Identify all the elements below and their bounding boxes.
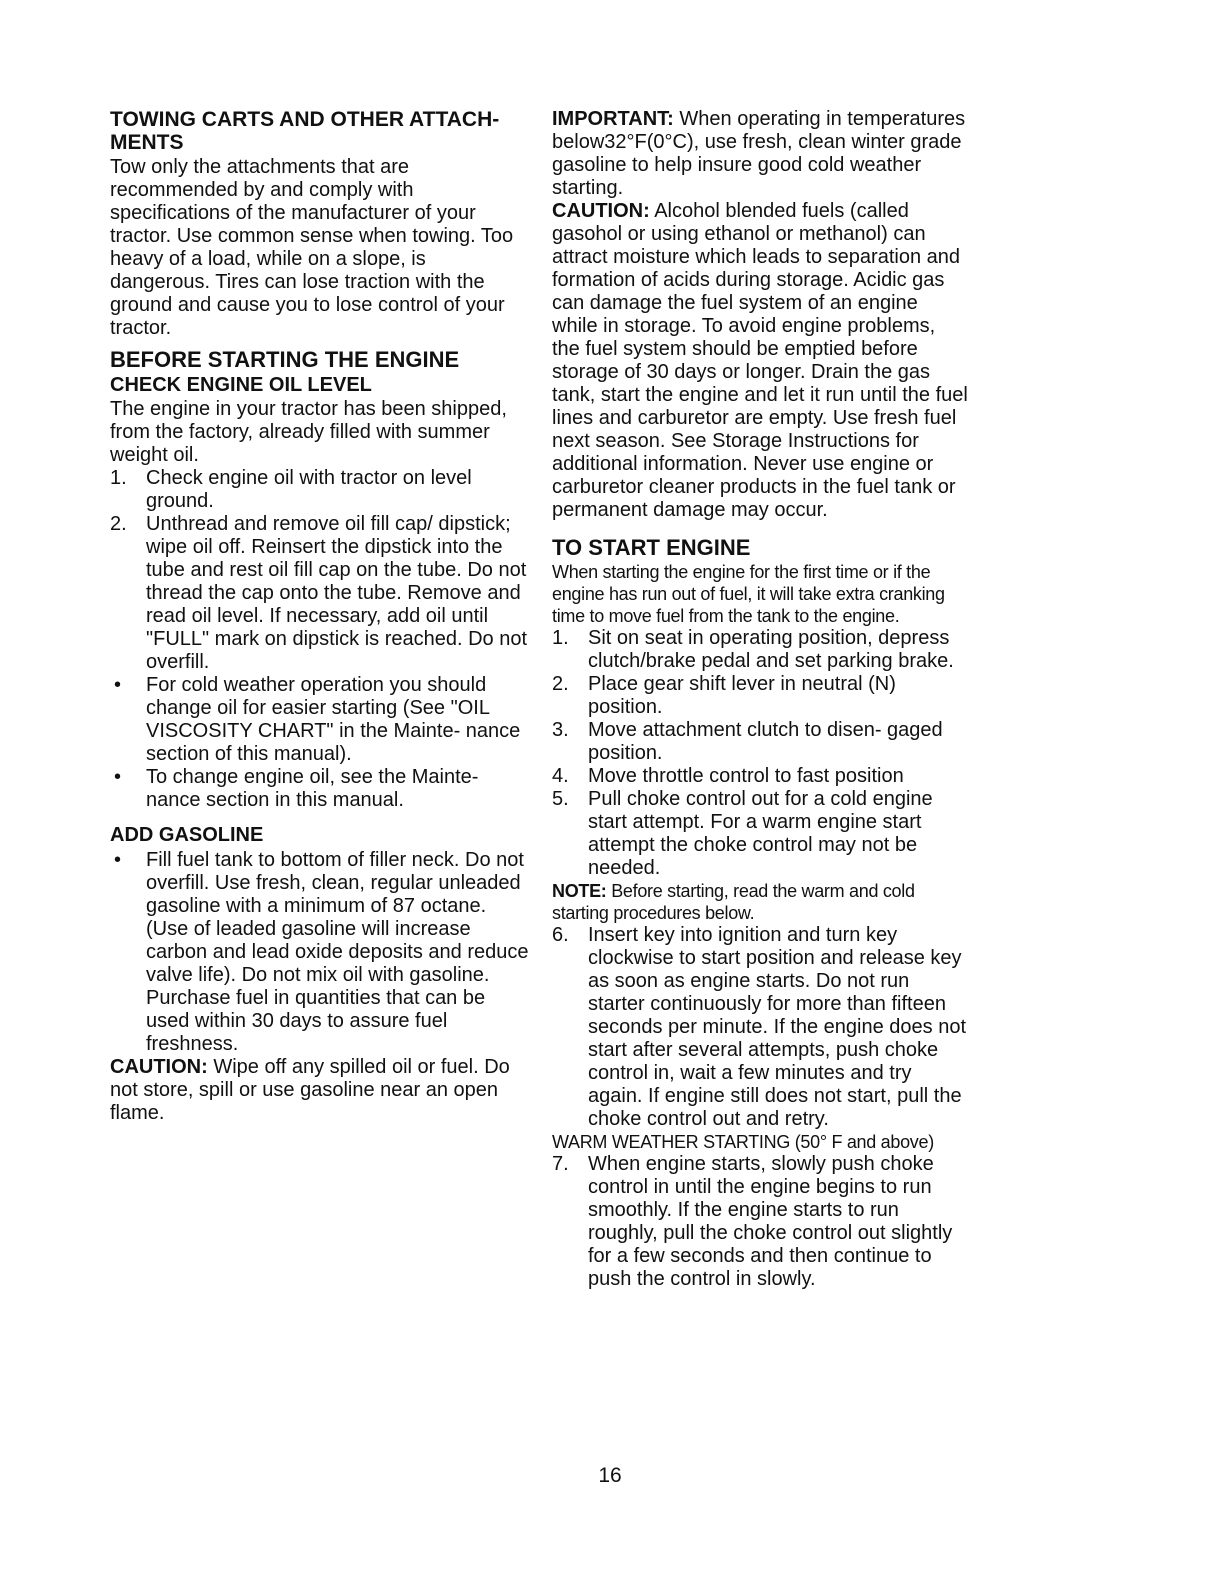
- oil-bullet-1: [110, 674, 530, 766]
- oil-step-1-text: Check engine oil with tractor on level ground.: [146, 467, 472, 512]
- start-step-5: [552, 788, 968, 880]
- oil-step-2: [110, 513, 530, 674]
- important-label: IMPORTANT:: [552, 108, 674, 130]
- important-note: [552, 108, 968, 200]
- start-step-3: [552, 719, 968, 765]
- start-step-7: [552, 1153, 968, 1291]
- bullet-icon: •: [114, 849, 122, 871]
- start-step-2-text: Place gear shift lever in neutral (N) position.: [588, 673, 896, 718]
- start-step-7-text: When engine starts, slowly push choke control in until the engine begins to run smoothly. If the engine starts to run roughly, pull the choke control out slightly for a few seconds and then continue to push the control in slowly.: [588, 1153, 953, 1290]
- important-text: When operating in temperatures below32°F(0°C), use fresh, clean winter grade gasoline to help insure good cold weather starting.: [552, 108, 966, 199]
- page-number: 16: [598, 1464, 622, 1487]
- start-step-1-number: 1.: [552, 627, 569, 649]
- start-step-2: [552, 673, 968, 719]
- add-gasoline-text: Fill fuel tank to bottom of filler neck. Do not overfill. Use fresh, clean, regular unleaded gasoline with a minimum of 87 octane. (Use of leaded gasoline will increase carbon and lead oxide deposits and reduce valve life). Do not mix oil with gasoline. Purchase fuel in quantities that can be used within 30 days to assure fuel freshness.: [146, 849, 529, 1055]
- start-step-4: [552, 765, 968, 788]
- start-step-6-number: 6.: [552, 924, 569, 946]
- oil-step-1: [110, 467, 530, 513]
- left-caution-text: Wipe off any spilled oil or fuel. Do not store, spill or use gasoline near an open flame.: [110, 1056, 510, 1124]
- start-step-4-text: Move throttle control to fast position: [588, 765, 904, 787]
- start-step-2-number: 2.: [552, 673, 569, 695]
- left-caution: [110, 1056, 530, 1125]
- start-step-1: [552, 627, 968, 673]
- start-step-6-text: Insert key into ignition and turn key clockwise to start position and release key as soon as engine starts. Do not run starter continuously for more than fifteen seconds per minute. If the engine does not start after several attempts, push choke control in, wait a few minutes and try again. If engine still does not start, pull the choke control out and retry.: [588, 924, 967, 1130]
- start-step-4-number: 4.: [552, 765, 569, 787]
- bullet-icon: •: [114, 674, 122, 696]
- oil-step-2-number: 2.: [110, 513, 127, 535]
- towing-heading: TOWING CARTS AND OTHER ATTACH- MENTS: [110, 108, 500, 154]
- start-intro: When starting the engine for the first time or if the engine has run out of fuel, it will take extra cranking time to move fuel from the tank to the engine.: [552, 562, 945, 626]
- bullet-icon: •: [114, 766, 122, 788]
- start-step-1-text: Sit on seat in operating position, depress clutch/brake pedal and set parking brake.: [588, 627, 954, 672]
- start-step-5-text: Pull choke control out for a cold engine start attempt. For a warm engine start attempt the choke control may not be needed.: [588, 788, 933, 879]
- oil-step-2-text: Unthread and remove oil fill cap/ dipstick; wipe oil off. Reinsert the dipstick into the tube and rest oil fill cap on the tube. Do not thread the cap onto the tube. Remove and read oil level. If necessary, add oil until "FULL" mark on dipstick is reached. Do not overfill.: [146, 513, 528, 673]
- to-start-engine-heading: TO START ENGINE: [552, 535, 751, 560]
- check-oil-body: The engine in your tractor has been shipped, from the factory, already filled with summer weight oil.: [110, 398, 507, 466]
- start-step-7-number: 7.: [552, 1153, 569, 1175]
- oil-bullet-1-text: For cold weather operation you should change oil for easier starting (See "OIL VISCOSITY CHART" in the Mainte- nance section of this manual).: [146, 674, 521, 765]
- right-caution-label: CAUTION:: [552, 200, 650, 222]
- oil-bullet-2: [110, 766, 530, 812]
- left-column: [110, 108, 530, 1125]
- start-step-3-text: Move attachment clutch to disen- gaged position.: [588, 719, 943, 764]
- add-gasoline-bullet: [110, 849, 530, 1056]
- right-column: [552, 108, 968, 1291]
- towing-body: Tow only the attachments that are recommended by and comply with specifications of the manufacturer of your tractor. Use common sense when towing. Too heavy of a load, while on a slope, is dangerous. Tires can lose traction with the ground and cause you to lose control of your tractor.: [110, 156, 514, 339]
- oil-step-1-number: 1.: [110, 467, 127, 489]
- start-step-5-number: 5.: [552, 788, 569, 810]
- oil-bullet-2-text: To change engine oil, see the Mainte- nance section in this manual.: [146, 766, 479, 811]
- warm-weather-heading: WARM WEATHER STARTING (50° F and above): [552, 1132, 934, 1152]
- right-caution: [552, 200, 968, 522]
- left-caution-label: CAUTION:: [110, 1056, 208, 1078]
- start-step-3-number: 3.: [552, 719, 569, 741]
- start-note: [552, 880, 968, 924]
- before-starting-heading: BEFORE STARTING THE ENGINE: [110, 347, 460, 372]
- check-oil-heading: CHECK ENGINE OIL LEVEL: [110, 374, 372, 396]
- right-caution-text: Alcohol blended fuels (called gasohol or using ethanol or methanol) can attract moisture which leads to separation and formation of acids during storage. Acidic gas can damage the fuel system of an engine while in storage. To avoid engine problems, the fuel system should be emptied before storage of 30 days or longer. Drain the gas tank, start the engine and let it run until the fuel lines and carburetor are empty. Use fresh fuel next season. See Storage Instructions for additional information. Never use engine or carburetor cleaner products in the fuel tank or permanent damage may occur.: [552, 200, 968, 521]
- start-step-6: [552, 924, 968, 1131]
- note-label: NOTE:: [552, 881, 607, 901]
- add-gasoline-heading: ADD GASOLINE: [110, 824, 264, 846]
- note-text: Before starting, read the warm and cold starting procedures below.: [552, 881, 915, 923]
